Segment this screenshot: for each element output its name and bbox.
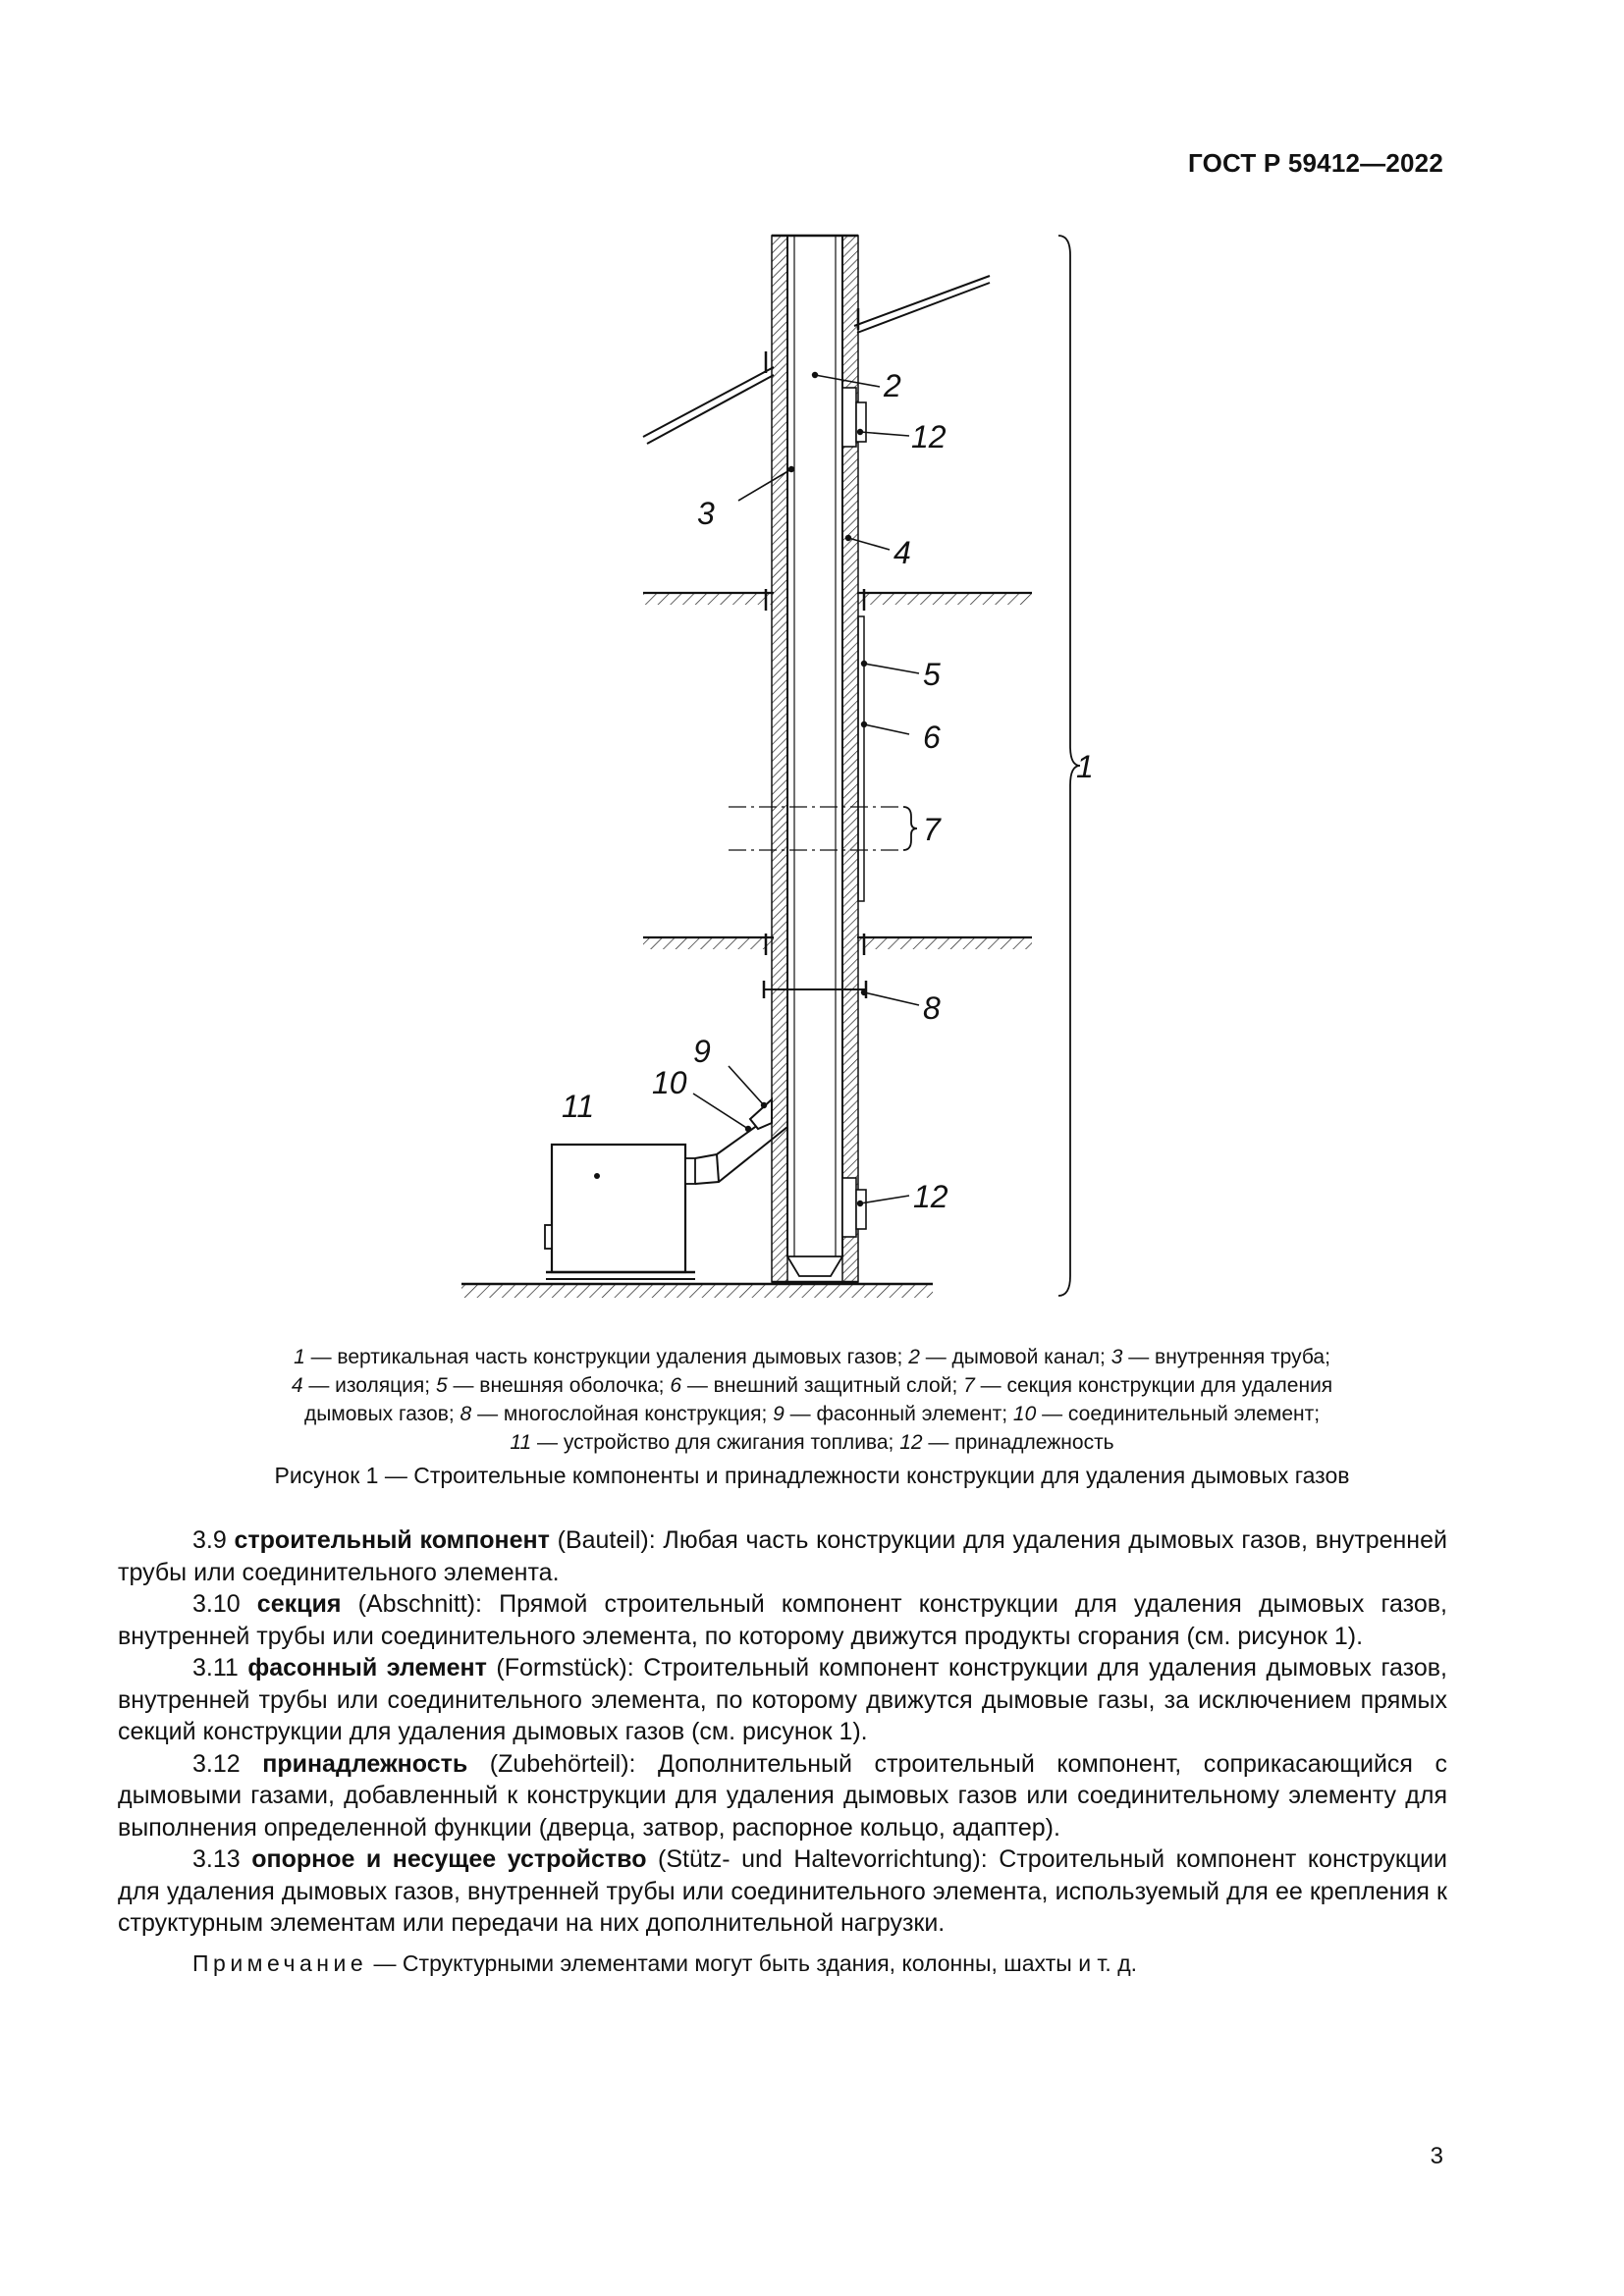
chimney-pipe: [764, 236, 866, 1282]
definition-3-13: 3.13 опорное и несущее устройство (Stütz- und Haltevorrichtung): Строительный компонент конструкции для удаления дымовых газов, внутренней трубы или соединительного элемента, используемый для ее крепления к структурным элементам или передачи на них дополнительной нагрузки.: [118, 1845, 1448, 1937]
callout-3: 3: [697, 496, 715, 531]
legend-line-4: 11 — устройство для сжигания топлива; 12 — принадлежность: [510, 1431, 1114, 1454]
definitions-section: [118, 1524, 1447, 1940]
callout-7: 7: [923, 812, 941, 847]
note: [192, 1950, 1449, 1977]
definition-3-9: 3.9 строительный компонент (Bauteil): Любая часть конструкции для удаления дымовых газов, внутренней трубы или соединительного элемента.: [118, 1526, 1447, 1586]
figure-caption: Рисунок 1 — Строительные компоненты и принадлежности конструкции для удаления дымовых газов: [274, 1463, 1350, 1488]
floor-slab-lower: [643, 937, 1032, 949]
callout-12-top: 12: [911, 419, 947, 454]
definition-3-12: 3.12 принадлежность (Zubehörteil): Дополнительный строительный компонент, соприкасающийся с дымовыми газами, добавленный к конструкции для удаления дымовых газов или соединительному элементу для выполнения определенной функции (дверца, затвор, распорное кольцо, адаптер).: [118, 1749, 1447, 1842]
legend-line-2: 4 — изоляция; 5 — внешняя оболочка; 6 — внешний защитный слой; 7 — секция конструкции для удаления: [291, 1374, 1333, 1397]
fuel-appliance: [545, 1145, 695, 1279]
figure-legend: [196, 1343, 1428, 1457]
callout-9: 9: [693, 1034, 711, 1069]
callout-1: 1: [1076, 749, 1094, 784]
callout-6: 6: [923, 720, 941, 755]
floor-slab-upper: [643, 593, 1032, 605]
callout-11: 11: [562, 1089, 595, 1124]
definition-3-10: 3.10 секция (Abschnitt): Прямой строительный компонент конструкции для удаления дымовых газов, внутренней трубы или соединительного элемента, по которому движутся продукты сгорания (см. рисунок 1).: [118, 1590, 1447, 1650]
page-number: 3: [1430, 2143, 1443, 2169]
definition-3-11: 3.11 фасонный элемент (Formstück): Строительный компонент конструкции для удаления дымовых газов, внутренней трубы или соединительного элемента, по которому движутся дымовые газы, за исключением прямых секций конструкции для удаления дымовых газов (см. рисунок 1).: [118, 1654, 1447, 1745]
standard-header: ГОСТ Р 59412—2022: [1188, 148, 1443, 178]
callout-12-bottom: 12: [913, 1179, 948, 1214]
note-label: Примечание: [192, 1950, 368, 1976]
callout-8: 8: [923, 990, 941, 1026]
leader-lines: [693, 375, 919, 1203]
callout-10: 10: [652, 1065, 687, 1100]
note-text: — Структурными элементами могут быть здания, колонны, шахты и т. д.: [367, 1950, 1138, 1976]
callout-4: 4: [893, 535, 911, 570]
callout-5: 5: [923, 657, 941, 692]
ground-line: [461, 1284, 933, 1298]
section-marker: [729, 807, 903, 850]
legend-line-3: дымовых газов; 8 — многослойная конструкция; 9 — фасонный элемент; 10 — соединительный элемент;: [303, 1403, 1321, 1425]
legend-line-1: 1 — вертикальная часть конструкции удаления дымовых газов; 2 — дымовой канал; 3 — внутренняя труба;: [294, 1346, 1330, 1368]
callout-2: 2: [884, 368, 901, 403]
bracket-7: [903, 807, 917, 850]
